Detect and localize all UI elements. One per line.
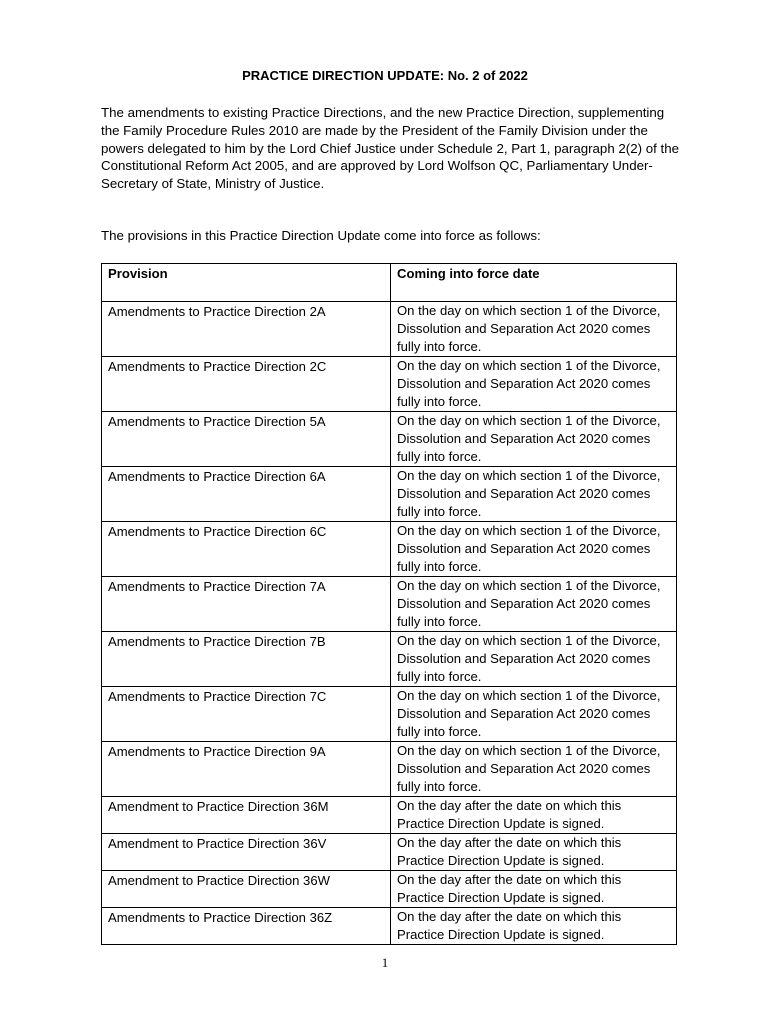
provision-cell: Amendment to Practice Direction 36V <box>102 834 391 871</box>
provision-cell: Amendments to Practice Direction 7C <box>102 687 391 742</box>
table-row <box>102 687 677 742</box>
provision-cell: Amendments to Practice Direction 7B <box>102 632 391 687</box>
table-row <box>102 834 677 871</box>
table-row <box>102 522 677 577</box>
date-cell: On the day on which section 1 of the Divorce, Dissolution and Separation Act 2020 comes fully into force. <box>391 742 677 797</box>
provision-cell: Amendment to Practice Direction 36M <box>102 797 391 834</box>
intro-paragraph: The amendments to existing Practice Directions, and the new Practice Direction, supplementing the Family Procedure Rules 2010 are made by the President of the Family Division under the powers delegated to him by the Lord Chief Justice under Schedule 2, Part 1, paragraph 2(2) of the Constitutional Reform Act 2005, and are approved by Lord Wolfson QC, Parliamentary Under-Secretary of State, Ministry of Justice. <box>101 105 680 192</box>
table-row <box>102 797 677 834</box>
provision-cell: Amendments to Practice Direction 6C <box>102 522 391 577</box>
provisions-table <box>101 263 677 945</box>
page-number: 1 <box>381 955 389 970</box>
lead-paragraph: The provisions in this Practice Direction Update come into force as follows: <box>101 228 541 243</box>
provision-cell: Amendments to Practice Direction 7A <box>102 577 391 632</box>
table-row <box>102 302 677 357</box>
date-cell: On the day on which section 1 of the Divorce, Dissolution and Separation Act 2020 comes fully into force. <box>391 412 677 467</box>
date-cell: On the day after the date on which this Practice Direction Update is signed. <box>391 908 677 945</box>
provision-cell: Amendments to Practice Direction 2A <box>102 302 391 357</box>
table-row <box>102 742 677 797</box>
provision-cell: Amendments to Practice Direction 2C <box>102 357 391 412</box>
table-row <box>102 871 677 908</box>
table-row <box>102 412 677 467</box>
date-cell: On the day after the date on which this Practice Direction Update is signed. <box>391 797 677 834</box>
table-row <box>102 467 677 522</box>
date-cell: On the day on which section 1 of the Divorce, Dissolution and Separation Act 2020 comes fully into force. <box>391 522 677 577</box>
date-cell: On the day on which section 1 of the Divorce, Dissolution and Separation Act 2020 comes fully into force. <box>391 577 677 632</box>
date-cell: On the day on which section 1 of the Divorce, Dissolution and Separation Act 2020 comes fully into force. <box>391 467 677 522</box>
date-cell: On the day on which section 1 of the Divorce, Dissolution and Separation Act 2020 comes fully into force. <box>391 632 677 687</box>
date-cell: On the day after the date on which this Practice Direction Update is signed. <box>391 834 677 871</box>
provision-cell: Amendments to Practice Direction 6A <box>102 467 391 522</box>
date-cell: On the day on which section 1 of the Divorce, Dissolution and Separation Act 2020 comes fully into force. <box>391 357 677 412</box>
table-row <box>102 908 677 945</box>
table-header-row <box>102 264 677 302</box>
provision-cell: Amendments to Practice Direction 5A <box>102 412 391 467</box>
document-title: PRACTICE DIRECTION UPDATE: No. 2 of 2022 <box>242 68 528 83</box>
provision-cell: Amendment to Practice Direction 36W <box>102 871 391 908</box>
provision-cell: Amendments to Practice Direction 36Z <box>102 908 391 945</box>
table-row <box>102 632 677 687</box>
date-cell: On the day on which section 1 of the Divorce, Dissolution and Separation Act 2020 comes fully into force. <box>391 302 677 357</box>
header-provision: Provision <box>102 264 391 302</box>
header-coming-into-force-date: Coming into force date <box>391 264 677 302</box>
date-cell: On the day after the date on which this Practice Direction Update is signed. <box>391 871 677 908</box>
date-cell: On the day on which section 1 of the Divorce, Dissolution and Separation Act 2020 comes fully into force. <box>391 687 677 742</box>
table-row <box>102 577 677 632</box>
table-row <box>102 357 677 412</box>
provision-cell: Amendments to Practice Direction 9A <box>102 742 391 797</box>
